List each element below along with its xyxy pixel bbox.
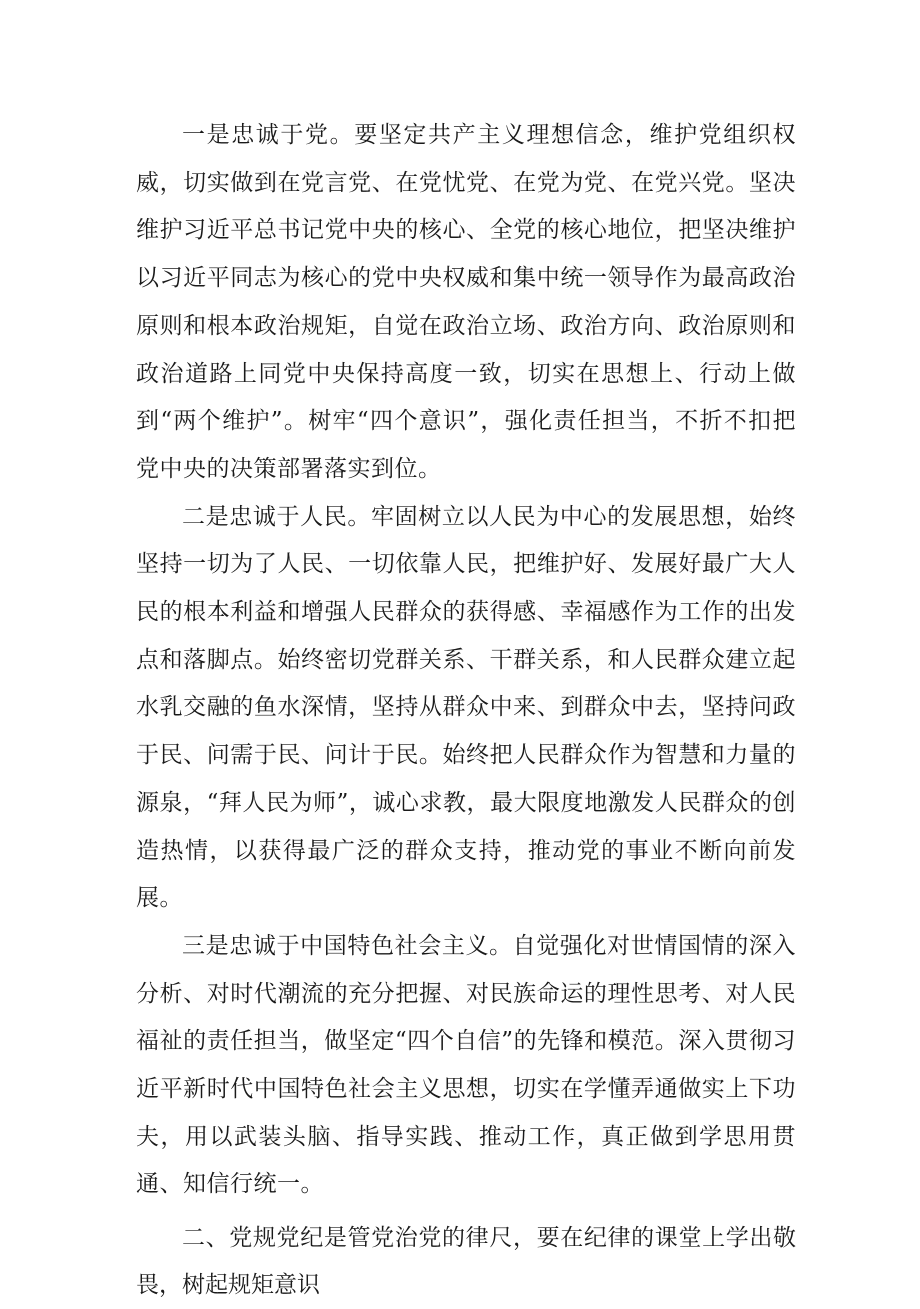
document-body (136, 112, 796, 1309)
paragraph-loyal-to-socialism: 三是忠诚于中国特色社会主义。自觉强化对世情国情的深入分析、对时代潮流的充分把握、对民族命运的理性思考、对人民福祉的责任担当，做坚定“四个自信”的先锋和模范。深入贯彻习近平新时代中国特色社会主义思想，切实在学懂弄通做实上下功夫，用以武装头脑、指导实践、推动工作，真正做到学思用贯通、知信行统一。 (136, 932, 796, 1198)
section-heading: 二、党规党纪是管党治党的律尺，要在纪律的课堂上学出敬畏，树起规矩意识 (136, 1225, 796, 1299)
paragraph-loyal-to-people: 二是忠诚于人民。牢固树立以人民为中心的发展思想，始终坚持一切为了人民、一切依靠人民，把维护好、发展好最广大人民的根本利益和增强人民群众的获得感、幸福感作为工作的出发点和落脚点。始终密切党群关系、干群关系，和人民群众建立起水乳交融的鱼水深情，坚持从群众中来、到群众中去，坚持问政于民、问需于民、问计于民。始终把人民群众作为智慧和力量的源泉，“拜人民为师”，诚心求教，最大限度地激发人民群众的创造热情，以获得最广泛的群众支持，推动党的事业不断向前发展。 (136, 503, 796, 912)
paragraph-loyal-to-party: 一是忠诚于党。要坚定共产主义理想信念，维护党组织权威，切实做到在党言党、在党忧党、在党为党、在党兴党。坚决维护习近平总书记党中央的核心、全党的核心地位，把坚决维护以习近平同志为核心的党中央权威和集中统一领导作为最高政治原则和根本政治规矩，自觉在政治立场、政治方向、政治原则和政治道路上同党中央保持高度一致，切实在思想上、行动上做到“两个维护”。树牢“四个意识”，强化责任担当，不折不扣把党中央的决策部署落实到位。 (136, 122, 796, 482)
